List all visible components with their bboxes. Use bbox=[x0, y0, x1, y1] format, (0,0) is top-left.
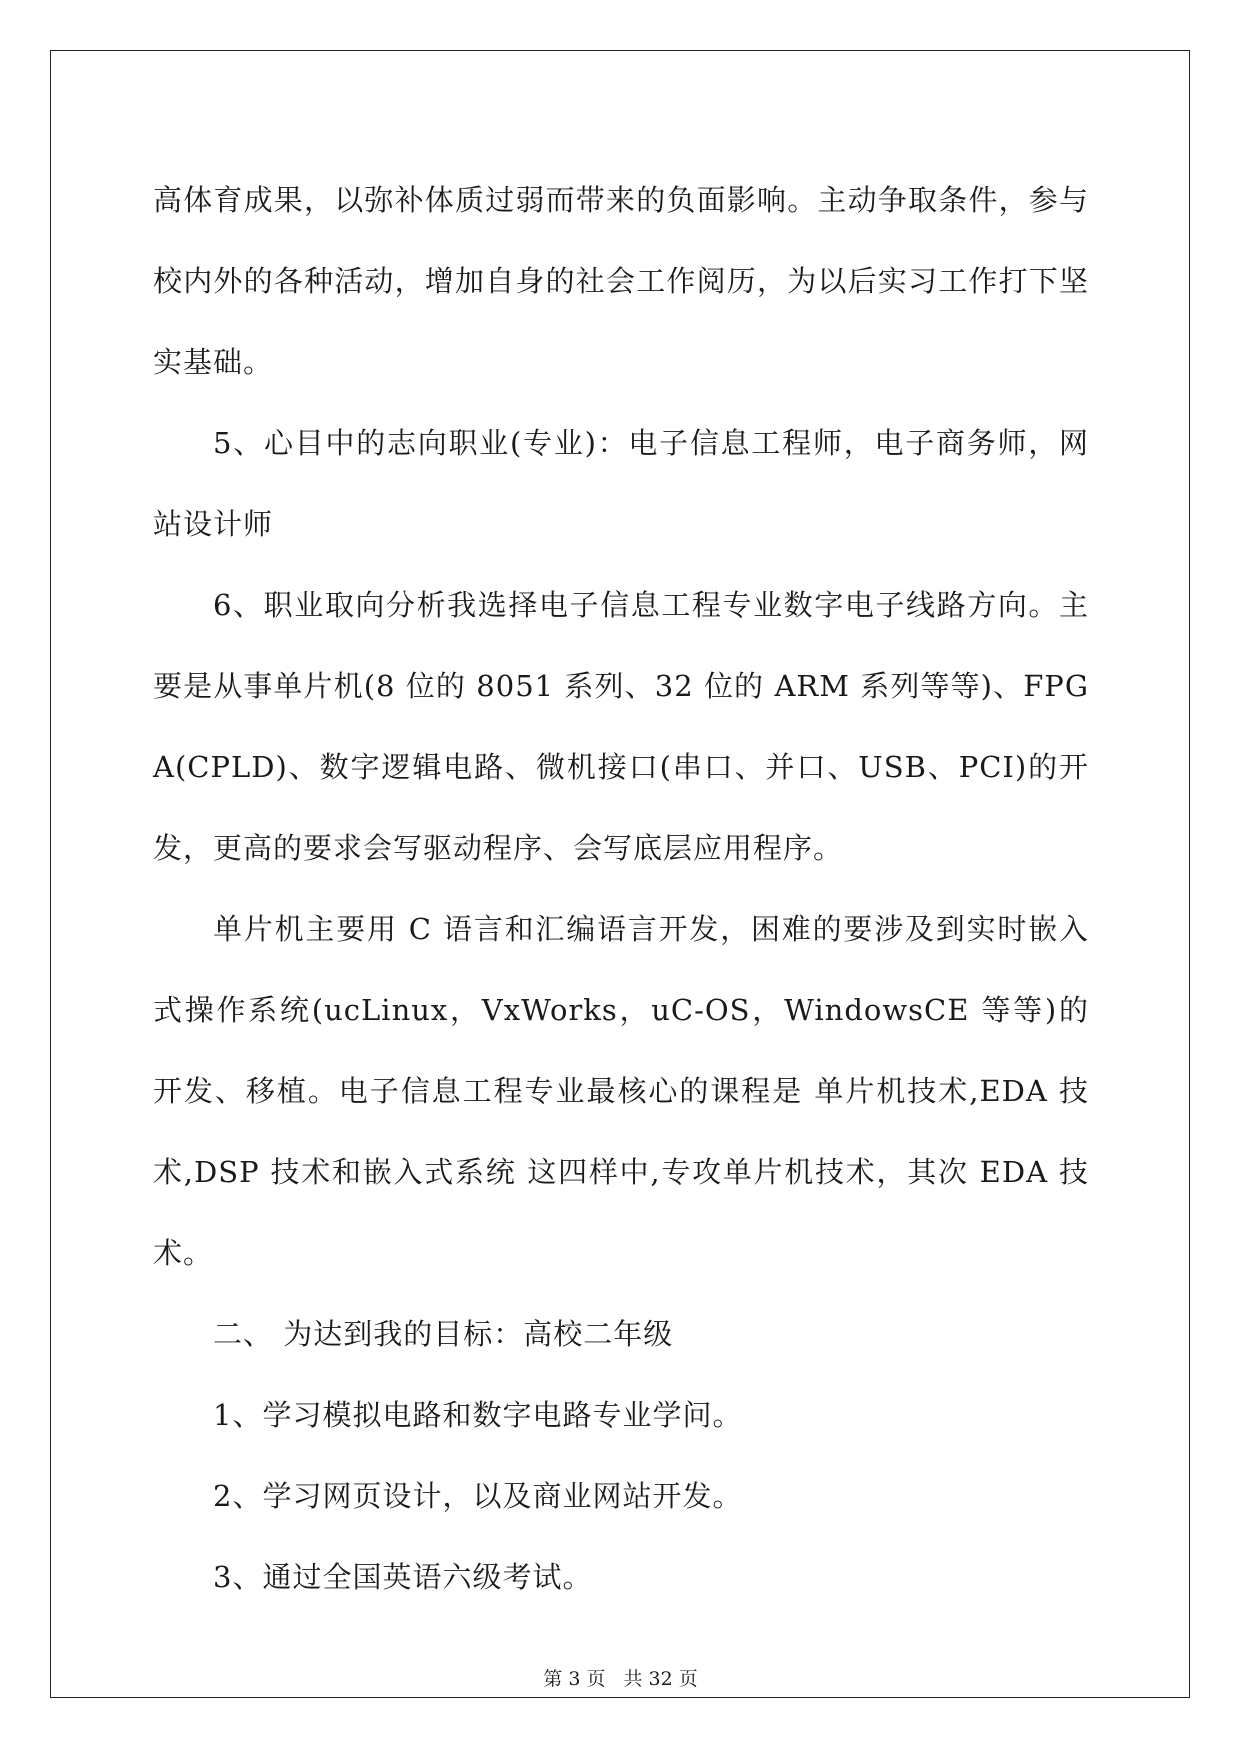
document-body bbox=[153, 160, 1089, 1618]
paragraph-1: 高体育成果，以弥补体质过弱而带来的负面影响。主动争取条件，参与校内外的各种活动，增加自身的社会工作阅历，为以后实习工作打下坚实基础。 bbox=[153, 183, 1089, 379]
paragraph-4: 单片机主要用 C 语言和汇编语言开发，困难的要涉及到实时嵌入式操作系统(ucLinux，VxWorks，uC-OS，WindowsCE 等等)的开发、移植。电子信息工程专业最核心的课程是 单片机技术,EDA 技术,DSP 技术和嵌入式系统 这四样中,专攻单片机技术，其次 EDA 技术。 bbox=[153, 912, 1089, 1270]
section-heading: 二、 为达到我的目标：高校二年级 bbox=[213, 1317, 674, 1351]
page-number: 第 3 页 bbox=[543, 1668, 606, 1690]
page-total: 共 32 页 bbox=[623, 1668, 698, 1690]
list-item-2: 2、学习网页设计，以及商业网站开发。 bbox=[213, 1479, 743, 1513]
list-item-1: 1、学习模拟电路和数字电路专业学问。 bbox=[213, 1398, 743, 1432]
list-item-3: 3、通过全国英语六级考试。 bbox=[213, 1560, 593, 1594]
paragraph-3: 6、职业取向分析我选择电子信息工程专业数字电子线路方向。主要是从事单片机(8 位的 8051 系列、32 位的 ARM 系列等等)、FPGA(CPLD)、数字逻辑电路、微机接口(串口、并口、USB、PCI)的开发，更高的要求会写驱动程序、会写底层应用程序。 bbox=[153, 588, 1089, 865]
page-footer bbox=[0, 1664, 1241, 1691]
paragraph-2: 5、心目中的志向职业(专业)：电子信息工程师，电子商务师，网站设计师 bbox=[153, 426, 1089, 541]
